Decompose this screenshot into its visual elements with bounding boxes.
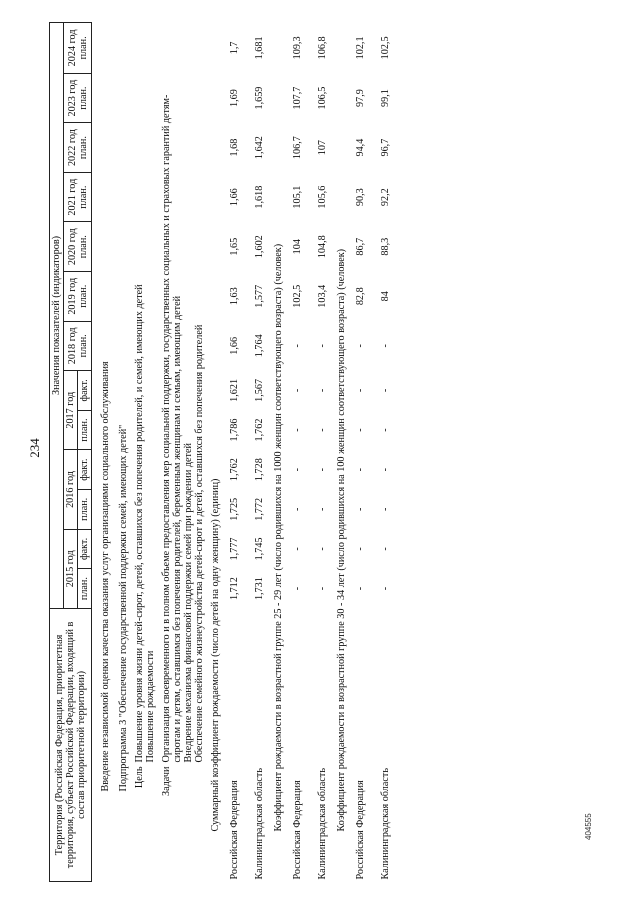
value-cell: 88,3 bbox=[380, 237, 392, 256]
value-cell: 105,6 bbox=[317, 185, 329, 209]
tasks-label: Задачи bbox=[161, 766, 173, 796]
goal-label: Цель bbox=[134, 766, 146, 789]
year-header-2016: 2016 год bbox=[64, 450, 78, 529]
value-cell: 1,7 bbox=[229, 41, 241, 55]
subheader-fact: факт. bbox=[78, 529, 92, 569]
year-header-2017: 2017 год bbox=[64, 371, 78, 450]
task-item: Организация своевременного и в полном объеме предоставления мер социальной поддержки, государственных социальных и страховых гарантий детям-сиротам и детям, оставшимся без попечения родителей, беременным женщинам и семьям, имеющим детей bbox=[161, 94, 184, 763]
year-header-2019: 2019 год план. bbox=[64, 271, 92, 321]
value-cell: 109,3 bbox=[292, 36, 304, 60]
territory-name: Российская Федерация bbox=[355, 780, 367, 880]
value-cell: - bbox=[292, 428, 304, 432]
document-code: 404555 bbox=[584, 813, 593, 840]
value-cell: 1,725 bbox=[229, 497, 241, 521]
value-cell: - bbox=[355, 467, 367, 472]
value-cell: - bbox=[317, 388, 329, 393]
table-row bbox=[373, 23, 398, 882]
table-row bbox=[310, 23, 335, 882]
value-cell: - bbox=[380, 547, 392, 551]
territory-header: Территория (Российская Федерация, приоритетная территория, субъект Российской Федерации, входящий в состав приоритетной территории) bbox=[50, 608, 92, 881]
year-header-2022: 2022 год план. bbox=[64, 123, 92, 173]
value-cell: 1,69 bbox=[229, 89, 241, 107]
value-cell: 102,5 bbox=[380, 36, 392, 60]
page-number: 234 bbox=[27, 438, 42, 458]
table-header bbox=[50, 23, 92, 882]
subheader-plan: план. bbox=[78, 569, 92, 609]
value-cell: - bbox=[355, 507, 367, 512]
value-cell: 1,66 bbox=[229, 188, 241, 207]
value-cell: - bbox=[317, 428, 329, 432]
year-header-2024: 2024 год план. bbox=[64, 23, 92, 74]
value-cell: - bbox=[355, 586, 367, 591]
value-cell: 86,7 bbox=[355, 237, 367, 256]
value-cell: 1,777 bbox=[229, 537, 241, 561]
value-cell: 90,3 bbox=[355, 188, 367, 207]
indicators-table bbox=[49, 22, 398, 882]
subheader-fact: факт. bbox=[78, 450, 92, 490]
intro-text: Введение независимой оценки качества оказания услуг организациями социального обслуживания bbox=[100, 361, 112, 792]
goal-text: Повышение уровня жизни детей-сирот, детей, оставшихся без попечения родителей, и семей, имеющих детей bbox=[134, 284, 146, 763]
section-title: Коэффициент рождаемости в возрастной группе 25 - 29 лет (число родившихся на 1000 женщин соответствующего возраста) (человек) bbox=[273, 243, 285, 832]
value-cell: 1,731 bbox=[254, 577, 266, 601]
value-cell: 1,762 bbox=[254, 418, 266, 442]
territory-name: Калининградская область bbox=[254, 768, 266, 880]
value-cell: 84 bbox=[380, 291, 392, 302]
value-cell: 1,618 bbox=[254, 185, 266, 209]
value-cell: 1,577 bbox=[254, 284, 266, 308]
value-cell: 92,2 bbox=[380, 188, 392, 207]
territory-name: Российская Федерация bbox=[229, 780, 241, 880]
value-cell: 104,8 bbox=[317, 235, 329, 259]
task-item: Внедрение механизма финансовой поддержки семей при рождении детей bbox=[183, 443, 195, 763]
value-cell: - bbox=[292, 507, 304, 512]
values-header: Значения показателей (индикаторов) bbox=[50, 23, 64, 609]
territory-name: Калининградская область bbox=[317, 768, 329, 880]
value-cell: 106,8 bbox=[317, 36, 329, 60]
goal-text: Повышение рождаемости bbox=[145, 650, 157, 763]
table-body bbox=[92, 23, 399, 882]
value-cell: - bbox=[380, 507, 392, 512]
value-cell: - bbox=[317, 586, 329, 591]
section-title: Суммарный коэффициент рождаемости (число детей на одну женщину) (единиц) bbox=[210, 478, 222, 832]
value-cell: 99,1 bbox=[380, 89, 392, 107]
section-title: Коэффициент рождаемости в возрастной группе 30 - 34 лет (число родившихся на 100 женщин соответствующего возраста) (человек) bbox=[336, 248, 348, 832]
table-row bbox=[348, 23, 373, 882]
value-cell: 107,7 bbox=[292, 86, 304, 110]
subprogram-title: Подпрограмма 3 "Обеспечение государственной поддержки семей, имеющих детей" bbox=[118, 424, 130, 792]
value-cell: - bbox=[292, 586, 304, 591]
value-cell: - bbox=[317, 547, 329, 551]
year-header-2015: 2015 год bbox=[64, 529, 78, 608]
value-cell: 1,745 bbox=[254, 537, 266, 561]
value-cell: - bbox=[292, 547, 304, 551]
value-cell: 1,65 bbox=[229, 237, 241, 256]
table-row bbox=[285, 23, 310, 882]
rotated-table-area bbox=[49, 22, 629, 882]
table-row bbox=[222, 23, 247, 882]
value-cell: 103,4 bbox=[317, 284, 329, 308]
value-cell: 97,9 bbox=[355, 89, 367, 107]
value-cell: 104 bbox=[292, 239, 304, 255]
value-cell: 94,4 bbox=[355, 138, 367, 157]
value-cell: - bbox=[355, 547, 367, 551]
value-cell: 1,68 bbox=[229, 138, 241, 157]
year-header-2020: 2020 год план. bbox=[64, 222, 92, 272]
value-cell: - bbox=[380, 586, 392, 591]
value-cell: 1,762 bbox=[229, 458, 241, 482]
value-cell: 1,621 bbox=[229, 378, 241, 402]
value-cell: 1,659 bbox=[254, 86, 266, 110]
value-cell: 107 bbox=[317, 139, 329, 156]
value-cell: 1,712 bbox=[229, 577, 241, 601]
year-header-2023: 2023 год план. bbox=[64, 73, 92, 123]
value-cell: - bbox=[317, 507, 329, 512]
value-cell: 1,567 bbox=[254, 378, 266, 402]
task-item: Обеспечение семейного жизнеустройства детей-сирот и детей, оставшихся без попечения родителей bbox=[194, 324, 206, 763]
value-cell: 1,786 bbox=[229, 418, 241, 442]
value-cell: 1,728 bbox=[254, 458, 266, 482]
value-cell: 1,764 bbox=[254, 334, 266, 358]
value-cell: 102,5 bbox=[292, 284, 304, 308]
value-cell: - bbox=[355, 344, 367, 348]
year-header-2018: 2018 год план. bbox=[64, 321, 92, 371]
value-cell: 1,681 bbox=[254, 36, 266, 60]
subheader-plan: план. bbox=[78, 489, 92, 529]
value-cell: 102,1 bbox=[355, 36, 367, 60]
value-cell: - bbox=[380, 428, 392, 432]
value-cell: 96,7 bbox=[380, 138, 392, 157]
value-cell: 1,772 bbox=[254, 497, 266, 521]
value-cell: 106,5 bbox=[317, 86, 329, 110]
table-row bbox=[247, 23, 272, 882]
value-cell: - bbox=[292, 388, 304, 393]
territory-name: Российская Федерация bbox=[292, 780, 304, 880]
value-cell: 1,602 bbox=[254, 235, 266, 259]
value-cell: 106,7 bbox=[292, 136, 304, 160]
subheader-fact: факт. bbox=[78, 371, 92, 411]
value-cell: - bbox=[380, 467, 392, 472]
value-cell: - bbox=[380, 388, 392, 393]
value-cell: - bbox=[380, 344, 392, 348]
value-cell: - bbox=[292, 467, 304, 472]
value-cell: - bbox=[355, 428, 367, 432]
value-cell: 1,66 bbox=[229, 336, 241, 355]
territory-name: Калининградская область bbox=[380, 768, 392, 880]
value-cell: 82,8 bbox=[355, 287, 367, 306]
year-header-2021: 2021 год план. bbox=[64, 172, 92, 222]
value-cell: 1,63 bbox=[229, 287, 241, 306]
value-cell: - bbox=[317, 344, 329, 348]
value-cell: - bbox=[317, 467, 329, 472]
value-cell: - bbox=[355, 388, 367, 393]
value-cell: 105,1 bbox=[292, 185, 304, 209]
value-cell: 1,642 bbox=[254, 136, 266, 160]
subheader-plan: план. bbox=[78, 410, 92, 450]
value-cell: - bbox=[292, 344, 304, 348]
